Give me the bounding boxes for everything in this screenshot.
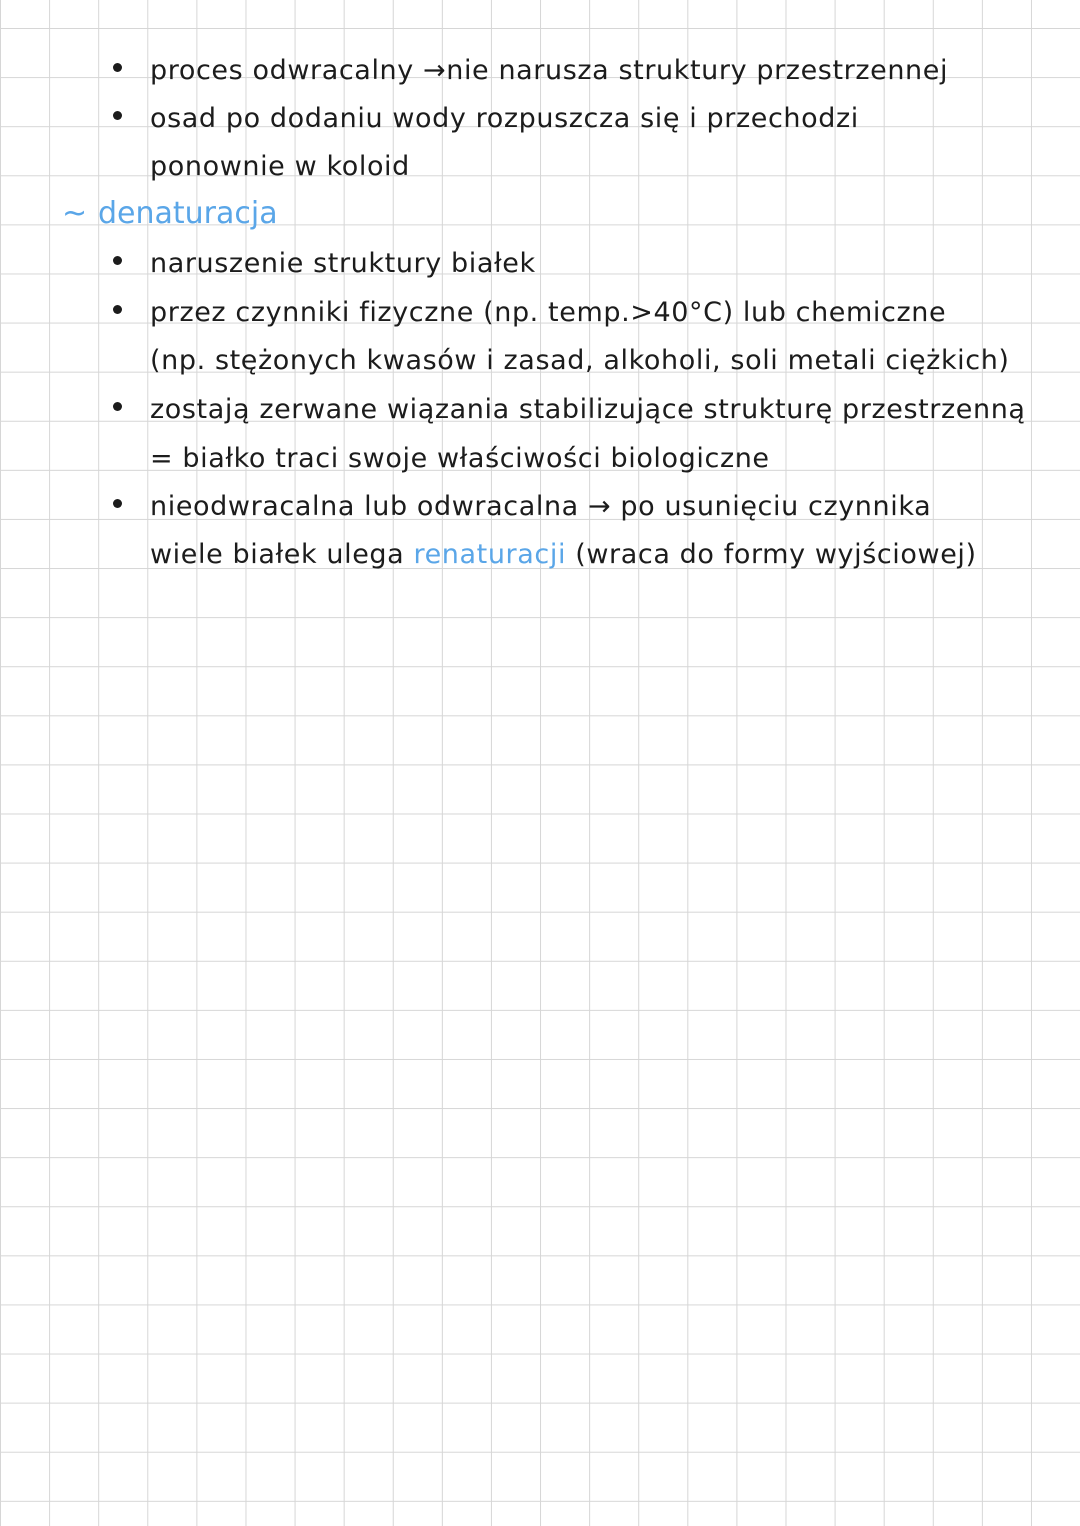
note-line: = białko traci swoje właściwości biologiczne xyxy=(150,443,770,474)
text-segment: (wraca do formy wyjściowej) xyxy=(566,539,977,570)
note-line: naruszenie struktury białek xyxy=(150,248,536,279)
bullet-dot xyxy=(113,305,122,314)
highlight-term: renaturacji xyxy=(413,539,567,570)
bullet-dot xyxy=(113,63,122,72)
note-line: (np. stężonych kwasów i zasad, alkoholi, soli metali ciężkich) xyxy=(150,345,1010,376)
bullet-dot xyxy=(113,402,122,411)
tilde-marker: ~ xyxy=(62,196,88,231)
bullet-dot xyxy=(113,256,122,265)
bullet-dot xyxy=(113,499,122,508)
text-segment: wiele białek ulega xyxy=(150,539,414,570)
section-title: denaturacja xyxy=(98,196,278,231)
note-line: ponownie w koloid xyxy=(150,151,410,182)
note-line: przez czynniki fizyczne (np. temp.>40°C) lub chemiczne xyxy=(150,297,947,328)
note-line: zostają zerwane wiązania stabilizujące strukturę przestrzenną xyxy=(150,394,1026,425)
note-line: osad po dodaniu wody rozpuszcza się i przechodzi xyxy=(150,103,859,134)
note-line: proces odwracalny →nie narusza struktury przestrzennej xyxy=(150,55,949,86)
section-heading xyxy=(62,196,278,232)
bullet-dot xyxy=(113,111,122,120)
note-line: nieodwracalna lub odwracalna → po usunięciu czynnika xyxy=(150,491,932,522)
note-line-with-highlight xyxy=(150,538,977,572)
